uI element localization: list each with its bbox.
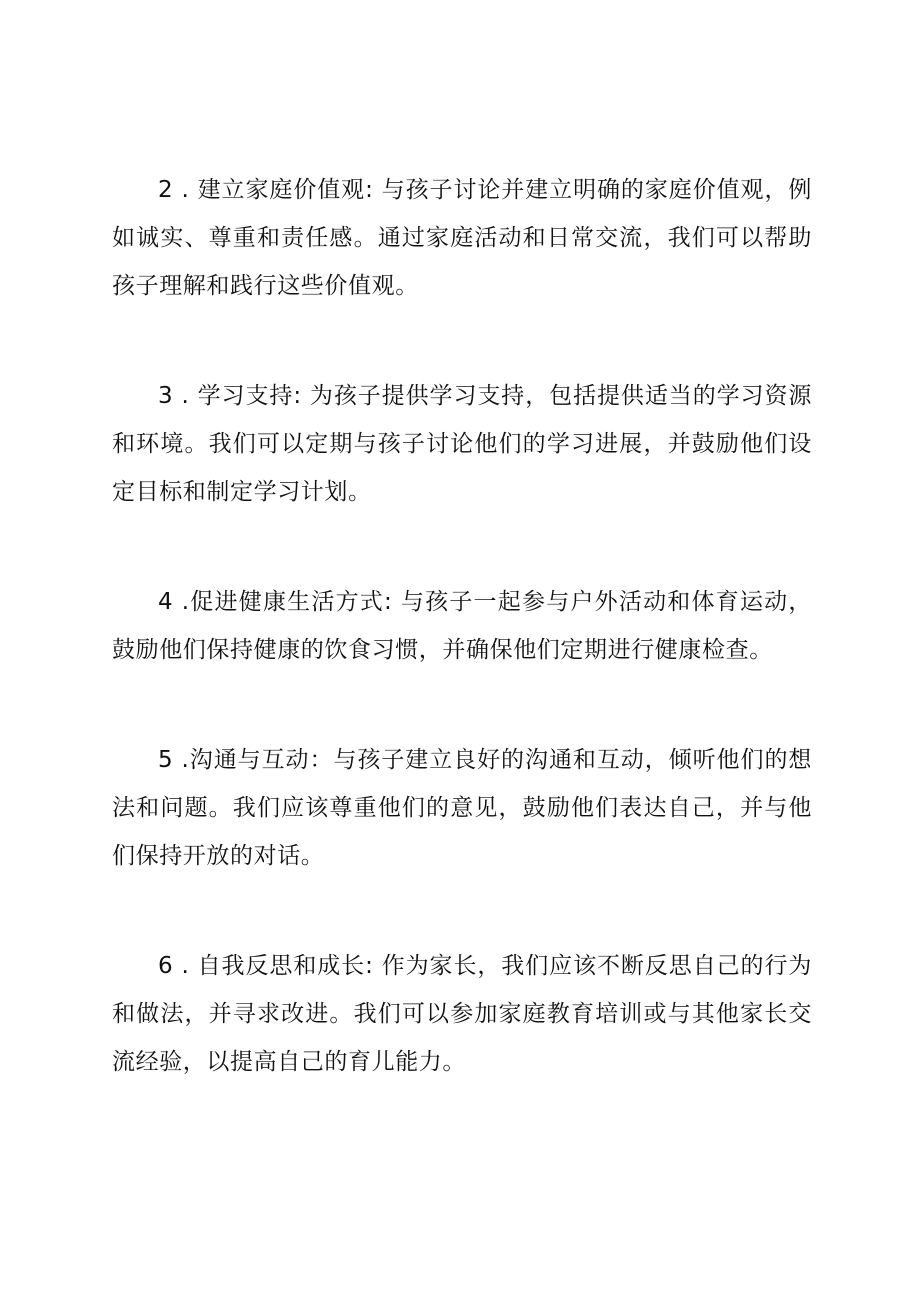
paragraph-item-4: 4 .促进健康生活方式: 与孩子一起参与户外活动和体育运动，鼓励他们保持健康的饮食习惯，并确保他们定期进行健康检查。 (112, 589, 812, 663)
paragraph-item-6: 6 . 自我反思和成长: 作为家长，我们应该不断反思自己的行为和做法，并寻求改进。我们可以参加家庭教育培训或与其他家长交流经验，以提高自己的育儿能力。 (112, 953, 812, 1075)
paragraph-item-2: 2 . 建立家庭价值观: 与孩子讨论并建立明确的家庭价值观，例如诚实、尊重和责任感。通过家庭活动和日常交流，我们可以帮助孩子理解和践行这些价值观。 (112, 177, 812, 299)
document-body (112, 166, 812, 1086)
paragraph-item-5: 5 .沟通与互动：与孩子建立良好的沟通和互动，倾听他们的想法和问题。我们应该尊重他们的意见，鼓励他们表达自己，并与他们保持开放的对话。 (112, 747, 812, 869)
paragraph-item-3: 3 . 学习支持: 为孩子提供学习支持，包括提供适当的学习资源和环境。我们可以定期与孩子讨论他们的学习进展，并鼓励他们设定目标和制定学习计划。 (112, 383, 812, 505)
